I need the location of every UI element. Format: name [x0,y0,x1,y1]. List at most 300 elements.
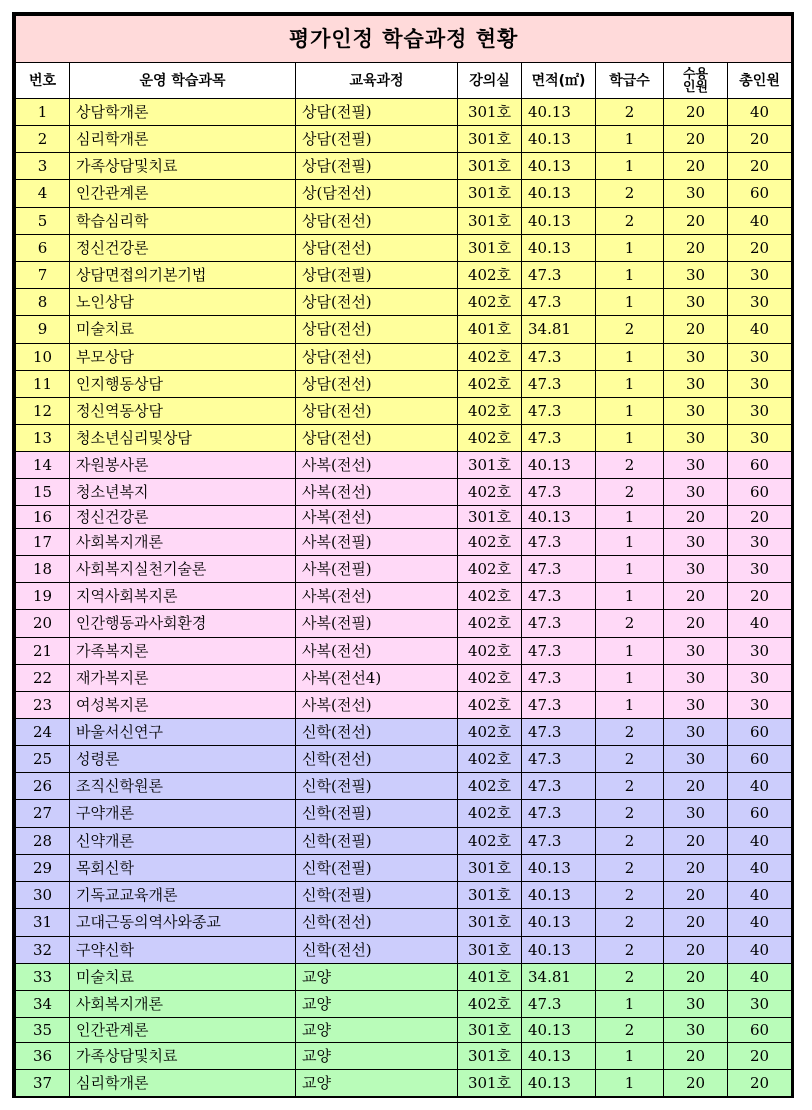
cell-course: 사복(전선) [296,583,458,610]
cell-area: 40.13 [522,1043,596,1070]
cell-area: 47.3 [522,991,596,1018]
cell-classes: 2 [596,746,664,773]
cell-course: 상담(전필) [296,99,458,126]
cell-area: 34.81 [522,316,596,344]
cell-capacity: 30 [664,692,728,719]
cell-total: 40 [728,855,792,882]
cell-subject: 인간관계론 [70,1018,296,1043]
cell-room: 402호 [458,556,522,583]
cell-subject: 청소년심리및상담 [70,425,296,452]
cell-no: 18 [16,556,70,583]
cell-total: 40 [728,937,792,964]
cell-area: 40.13 [522,235,596,262]
cell-area: 40.13 [522,855,596,882]
cell-no: 9 [16,316,70,344]
cell-no: 4 [16,180,70,208]
cell-total: 20 [728,235,792,262]
cell-area: 47.3 [522,371,596,398]
cell-no: 26 [16,773,70,800]
cell-capacity: 30 [664,665,728,692]
table-row [16,665,792,692]
cell-classes: 1 [596,692,664,719]
cell-room: 402호 [458,719,522,746]
cell-subject: 정신건강론 [70,235,296,262]
cell-total: 20 [728,153,792,180]
cell-capacity: 30 [664,180,728,208]
cell-course: 교양 [296,991,458,1018]
table-row [16,316,792,344]
cell-classes: 1 [596,506,664,529]
cell-subject: 목회신학 [70,855,296,882]
table-row [16,556,792,583]
cell-course: 사복(전필) [296,529,458,556]
cell-subject: 가족상담및치료 [70,153,296,180]
cell-classes: 1 [596,583,664,610]
table-row [16,719,792,746]
cell-room: 402호 [458,344,522,371]
cell-classes: 2 [596,937,664,964]
cell-classes: 1 [596,289,664,316]
cell-capacity: 30 [664,452,728,479]
cell-area: 47.3 [522,800,596,828]
cell-capacity: 30 [664,556,728,583]
cell-no: 20 [16,610,70,638]
cell-area: 47.3 [522,773,596,800]
cell-capacity: 20 [664,1043,728,1070]
cell-no: 35 [16,1018,70,1043]
cell-subject: 바울서신연구 [70,719,296,746]
table-row [16,208,792,235]
cell-area: 47.3 [522,479,596,506]
cell-subject: 구약신학 [70,937,296,964]
cell-subject: 미술치료 [70,964,296,991]
cell-course: 상담(전선) [296,344,458,371]
cell-course: 교양 [296,1070,458,1097]
cell-room: 402호 [458,425,522,452]
cell-area: 40.13 [522,1018,596,1043]
cell-capacity: 30 [664,638,728,665]
cell-area: 47.3 [522,746,596,773]
cell-course: 사복(전선) [296,479,458,506]
cell-subject: 심리학개론 [70,1070,296,1097]
cell-total: 20 [728,126,792,153]
cell-no: 21 [16,638,70,665]
cell-area: 40.13 [522,153,596,180]
cell-subject: 인지행동상담 [70,371,296,398]
cell-subject: 인간관계론 [70,180,296,208]
cell-total: 30 [728,991,792,1018]
cell-total: 20 [728,506,792,529]
cell-classes: 1 [596,126,664,153]
header-area: 면적(㎡) [522,63,596,99]
table-row [16,180,792,208]
cell-total: 60 [728,180,792,208]
cell-total: 30 [728,529,792,556]
cell-course: 사복(전필) [296,610,458,638]
table-row [16,529,792,556]
cell-classes: 1 [596,425,664,452]
cell-room: 301호 [458,99,522,126]
cell-total: 30 [728,398,792,425]
cell-no: 3 [16,153,70,180]
cell-classes: 1 [596,529,664,556]
cell-room: 402호 [458,479,522,506]
cell-subject: 신약개론 [70,828,296,855]
cell-capacity: 30 [664,344,728,371]
cell-room: 301호 [458,452,522,479]
cell-classes: 1 [596,344,664,371]
table-row [16,610,792,638]
cell-no: 14 [16,452,70,479]
header-room: 강의실 [458,63,522,99]
cell-total: 40 [728,610,792,638]
cell-capacity: 20 [664,126,728,153]
cell-subject: 성령론 [70,746,296,773]
cell-total: 60 [728,479,792,506]
cell-no: 17 [16,529,70,556]
cell-course: 신학(전필) [296,773,458,800]
cell-capacity: 30 [664,425,728,452]
cell-capacity: 20 [664,1070,728,1097]
cell-total: 30 [728,556,792,583]
cell-classes: 2 [596,99,664,126]
table-row [16,583,792,610]
cell-total: 40 [728,208,792,235]
cell-total: 30 [728,289,792,316]
cell-classes: 1 [596,665,664,692]
cell-course: 사복(전필) [296,556,458,583]
cell-total: 20 [728,583,792,610]
cell-area: 40.13 [522,882,596,909]
cell-room: 301호 [458,937,522,964]
cell-subject: 재가복지론 [70,665,296,692]
cell-classes: 2 [596,479,664,506]
cell-total: 60 [728,719,792,746]
cell-no: 34 [16,991,70,1018]
cell-subject: 지역사회복지론 [70,583,296,610]
cell-course: 상담(전선) [296,398,458,425]
cell-total: 20 [728,1070,792,1097]
cell-room: 301호 [458,506,522,529]
cell-course: 신학(전선) [296,937,458,964]
table-row [16,344,792,371]
cell-total: 40 [728,909,792,937]
cell-capacity: 30 [664,1018,728,1043]
cell-no: 1 [16,99,70,126]
cell-course: 상(담전선) [296,180,458,208]
cell-classes: 1 [596,235,664,262]
header-total: 총인원 [728,63,792,99]
cell-room: 402호 [458,800,522,828]
table-row [16,425,792,452]
cell-capacity: 20 [664,882,728,909]
cell-area: 40.13 [522,126,596,153]
cell-area: 47.3 [522,638,596,665]
cell-no: 23 [16,692,70,719]
table-row [16,1018,792,1043]
cell-subject: 조직신학원론 [70,773,296,800]
table-row [16,153,792,180]
cell-capacity: 20 [664,610,728,638]
header-no: 번호 [16,63,70,99]
cell-classes: 2 [596,855,664,882]
cell-subject: 심리학개론 [70,126,296,153]
cell-no: 10 [16,344,70,371]
cell-capacity: 20 [664,909,728,937]
table-row [16,235,792,262]
cell-no: 27 [16,800,70,828]
table-row [16,692,792,719]
table-header-row [16,63,792,99]
cell-course: 사복(전선) [296,506,458,529]
cell-no: 32 [16,937,70,964]
header-capacity-stack [683,68,708,94]
table-row [16,773,792,800]
cell-total: 60 [728,800,792,828]
cell-capacity: 20 [664,208,728,235]
cell-subject: 학습심리학 [70,208,296,235]
cell-capacity: 20 [664,99,728,126]
table-row [16,909,792,937]
cell-room: 401호 [458,316,522,344]
cell-total: 30 [728,692,792,719]
cell-area: 47.3 [522,583,596,610]
header-subject: 운영 학습과목 [70,63,296,99]
cell-subject: 상담학개론 [70,99,296,126]
cell-no: 19 [16,583,70,610]
cell-classes: 1 [596,991,664,1018]
cell-total: 40 [728,316,792,344]
cell-room: 301호 [458,208,522,235]
cell-course: 교양 [296,1018,458,1043]
cell-classes: 2 [596,800,664,828]
cell-area: 40.13 [522,937,596,964]
cell-total: 30 [728,371,792,398]
cell-area: 47.3 [522,556,596,583]
header-capacity-line1: 수용 [682,66,709,82]
cell-room: 301호 [458,1018,522,1043]
table-row [16,1043,792,1070]
cell-course: 신학(전필) [296,828,458,855]
cell-room: 301호 [458,180,522,208]
cell-course: 상담(전필) [296,262,458,289]
cell-total: 40 [728,882,792,909]
table-row [16,289,792,316]
cell-area: 40.13 [522,506,596,529]
cell-room: 301호 [458,909,522,937]
cell-total: 20 [728,1043,792,1070]
cell-capacity: 30 [664,289,728,316]
cell-course: 사복(전선) [296,638,458,665]
cell-total: 40 [728,99,792,126]
cell-subject: 자원봉사론 [70,452,296,479]
cell-room: 301호 [458,1070,522,1097]
cell-room: 301호 [458,855,522,882]
cell-room: 402호 [458,828,522,855]
cell-area: 47.3 [522,665,596,692]
cell-capacity: 30 [664,262,728,289]
cell-classes: 2 [596,773,664,800]
cell-room: 402호 [458,692,522,719]
cell-capacity: 30 [664,800,728,828]
cell-subject: 구약개론 [70,800,296,828]
cell-no: 31 [16,909,70,937]
cell-subject: 가족상담및치료 [70,1043,296,1070]
cell-course: 신학(전선) [296,909,458,937]
table-row [16,800,792,828]
cell-no: 13 [16,425,70,452]
cell-room: 402호 [458,583,522,610]
cell-no: 25 [16,746,70,773]
cell-course: 상담(전선) [296,425,458,452]
cell-course: 상담(전선) [296,316,458,344]
cell-area: 40.13 [522,208,596,235]
cell-course: 사복(전선) [296,452,458,479]
cell-subject: 미술치료 [70,316,296,344]
cell-subject: 고대근동의역사와종교 [70,909,296,937]
cell-capacity: 20 [664,316,728,344]
course-table [15,15,792,1097]
cell-course: 신학(전필) [296,855,458,882]
cell-total: 60 [728,746,792,773]
course-status-sheet [12,12,794,1098]
cell-room: 402호 [458,773,522,800]
cell-room: 301호 [458,126,522,153]
cell-room: 402호 [458,610,522,638]
cell-total: 60 [728,452,792,479]
cell-subject: 사회복지실천기술론 [70,556,296,583]
cell-total: 30 [728,425,792,452]
cell-area: 40.13 [522,909,596,937]
cell-classes: 1 [596,262,664,289]
cell-classes: 2 [596,452,664,479]
cell-capacity: 30 [664,529,728,556]
cell-capacity: 20 [664,937,728,964]
cell-room: 402호 [458,371,522,398]
cell-course: 상담(전선) [296,235,458,262]
cell-area: 47.3 [522,610,596,638]
cell-course: 신학(전선) [296,746,458,773]
cell-classes: 1 [596,153,664,180]
cell-total: 30 [728,665,792,692]
cell-no: 15 [16,479,70,506]
cell-classes: 1 [596,1070,664,1097]
cell-no: 37 [16,1070,70,1097]
cell-room: 402호 [458,289,522,316]
cell-no: 33 [16,964,70,991]
cell-classes: 2 [596,610,664,638]
cell-room: 402호 [458,638,522,665]
cell-area: 47.3 [522,692,596,719]
cell-capacity: 20 [664,855,728,882]
cell-classes: 1 [596,638,664,665]
cell-course: 신학(전선) [296,719,458,746]
cell-subject: 상담면접의기본기법 [70,262,296,289]
cell-capacity: 30 [664,991,728,1018]
cell-room: 402호 [458,665,522,692]
cell-classes: 2 [596,208,664,235]
table-row [16,855,792,882]
cell-area: 47.3 [522,719,596,746]
cell-classes: 1 [596,398,664,425]
header-course: 교육과정 [296,63,458,99]
cell-no: 2 [16,126,70,153]
cell-classes: 2 [596,882,664,909]
table-row [16,828,792,855]
cell-total: 30 [728,262,792,289]
cell-classes: 2 [596,964,664,991]
cell-area: 40.13 [522,1070,596,1097]
table-row [16,882,792,909]
cell-course: 사복(전선) [296,692,458,719]
cell-course: 상담(전선) [296,371,458,398]
cell-classes: 2 [596,316,664,344]
table-row [16,262,792,289]
cell-course: 상담(전필) [296,126,458,153]
cell-room: 402호 [458,529,522,556]
cell-subject: 정신건강론 [70,506,296,529]
cell-area: 47.3 [522,529,596,556]
cell-room: 301호 [458,882,522,909]
cell-classes: 2 [596,1018,664,1043]
cell-no: 29 [16,855,70,882]
header-capacity-line2: 인원 [682,79,709,95]
cell-total: 40 [728,964,792,991]
cell-subject: 가족복지론 [70,638,296,665]
table-row [16,126,792,153]
cell-room: 402호 [458,991,522,1018]
header-capacity [664,63,728,99]
table-row [16,964,792,991]
cell-no: 12 [16,398,70,425]
cell-room: 402호 [458,746,522,773]
cell-no: 24 [16,719,70,746]
cell-total: 30 [728,638,792,665]
cell-subject: 사회복지개론 [70,991,296,1018]
cell-no: 6 [16,235,70,262]
cell-classes: 2 [596,909,664,937]
cell-area: 34.81 [522,964,596,991]
cell-course: 교양 [296,964,458,991]
cell-subject: 여성복지론 [70,692,296,719]
table-row [16,937,792,964]
table-row [16,398,792,425]
cell-capacity: 20 [664,773,728,800]
cell-no: 16 [16,506,70,529]
cell-capacity: 30 [664,398,728,425]
cell-capacity: 20 [664,506,728,529]
page-title: 평가인정 학습과정 현황 [16,16,792,63]
cell-total: 30 [728,344,792,371]
cell-classes: 1 [596,556,664,583]
table-row [16,99,792,126]
cell-total: 40 [728,773,792,800]
cell-area: 47.3 [522,289,596,316]
cell-capacity: 30 [664,746,728,773]
cell-capacity: 20 [664,583,728,610]
cell-room: 301호 [458,1043,522,1070]
cell-subject: 인간행동과사회환경 [70,610,296,638]
table-row [16,746,792,773]
cell-no: 36 [16,1043,70,1070]
table-row [16,638,792,665]
cell-no: 22 [16,665,70,692]
cell-subject: 사회복지개론 [70,529,296,556]
cell-course: 사복(전선4) [296,665,458,692]
cell-no: 28 [16,828,70,855]
cell-total: 60 [728,1018,792,1043]
cell-area: 40.13 [522,99,596,126]
